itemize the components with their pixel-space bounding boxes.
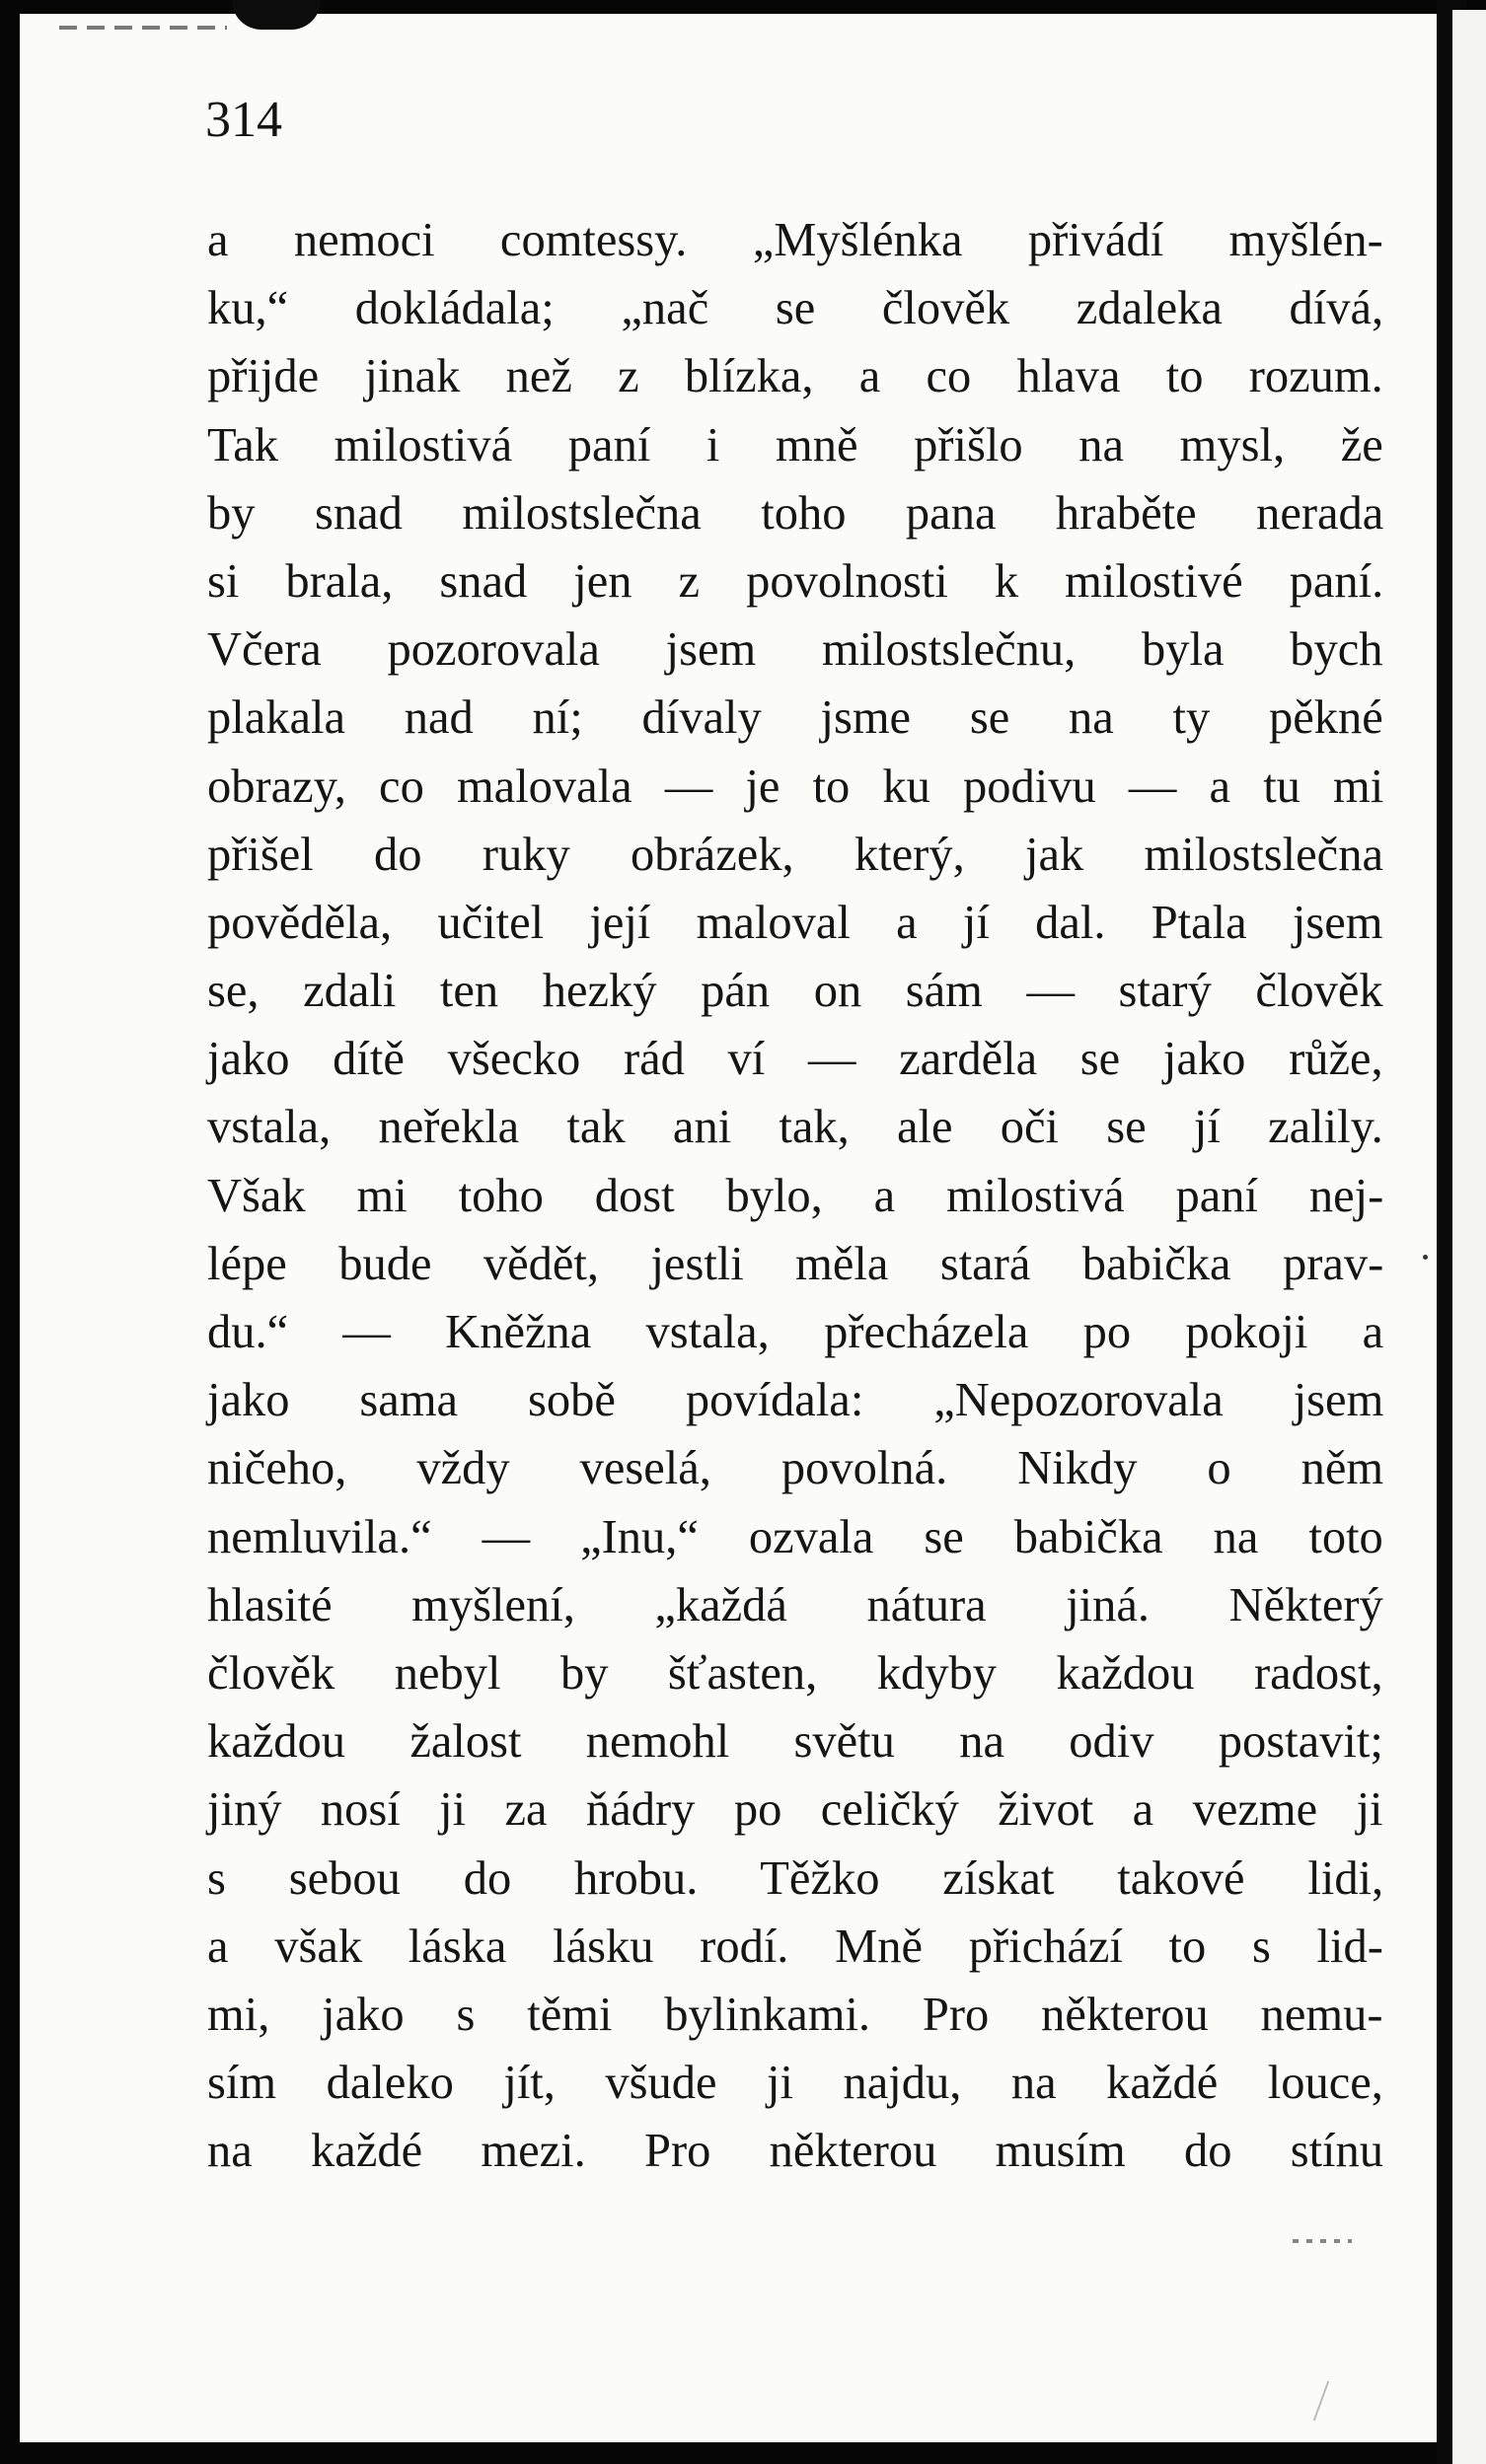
- page-number: 314: [205, 92, 282, 148]
- text-line: ničeho, vždy veselá, povolná. Nikdy o něm: [207, 1442, 1384, 1495]
- text-line: ku,“ dokládala; „nač se člověk zdaleka dívá,: [207, 282, 1384, 335]
- scan-specks: [1293, 2239, 1352, 2243]
- text-line: a nemoci comtessy. „Myšlénka přivádí myšlén-: [207, 214, 1383, 266]
- text-line: plakala nad ní; dívaly jsme se na ty pěkné: [207, 691, 1383, 745]
- text-line: přišel do ruky obrázek, který, jak milostslečna: [207, 828, 1383, 881]
- next-page-edge: [1452, 10, 1486, 2464]
- text-line: sím daleko jít, všude ji najdu, na každé louce,: [207, 2057, 1383, 2110]
- scan-specks: [59, 26, 227, 30]
- text-line: člověk nebyl by šťasten, kdyby každou radost,: [207, 1646, 1383, 1700]
- text-line: obrazy, co malovala — je to ku podivu — a tu mi: [207, 760, 1384, 813]
- margin-dot: [1423, 1255, 1428, 1260]
- text-line: si brala, snad jen z povolnosti k milostivé paní.: [207, 554, 1384, 608]
- text-line: mi, jako s těmi bylinkami. Pro některou nemu-: [207, 1988, 1383, 2041]
- text-line: lépe bude vědět, jestli měla stará babička prav-: [207, 1237, 1384, 1290]
- text-line: nemluvila.“ — „Inu,“ ozvala se babička na toto: [207, 1510, 1383, 1563]
- text-line: přijde jinak než z blízka, a co hlava to rozum.: [207, 350, 1383, 403]
- body-text: [207, 206, 1383, 2185]
- text-line: každou žalost nemohl světu na odiv postavit;: [207, 1715, 1383, 1769]
- text-line: Včera pozorovala jsem milostslečnu, byla bych: [207, 623, 1383, 677]
- text-line: pověděla, učitel její maloval a jí dal. Ptala jsem: [207, 896, 1383, 949]
- text-line: jako dítě všecko rád ví — zarděla se jako růže,: [207, 1033, 1383, 1086]
- text-line: hlasité myšlení, „každá nátura jiná. Některý: [207, 1578, 1383, 1631]
- text-line: Tak milostivá paní i mně přišlo na mysl, že: [207, 418, 1383, 471]
- text-line: by snad milostslečna toho pana hraběte nerada: [207, 486, 1384, 540]
- book-page: [20, 14, 1437, 2442]
- text-line: s sebou do hrobu. Těžko získat takové lidi,: [207, 1851, 1384, 1905]
- scan-mark: [1313, 2381, 1370, 2421]
- text-line: a však láska lásku rodí. Mně přichází to s lid-: [207, 1920, 1383, 1973]
- text-line: jako sama sobě povídala: „Nepozorovala jsem: [207, 1374, 1384, 1427]
- text-line: jiný nosí ji za ňádry po celičký život a vezme ji: [207, 1783, 1383, 1837]
- text-line: vstala, neřekla tak ani tak, ale oči se jí zalily.: [207, 1101, 1383, 1154]
- text-line: na každé mezi. Pro některou musím do stínu: [207, 2125, 1384, 2178]
- text-line: se, zdali ten hezký pán on sám — starý člověk: [207, 965, 1383, 1018]
- text-line: Však mi toho dost bylo, a milostivá paní nej-: [207, 1169, 1384, 1222]
- text-line: du.“ — Kněžna vstala, přecházela po pokoji a: [207, 1306, 1384, 1358]
